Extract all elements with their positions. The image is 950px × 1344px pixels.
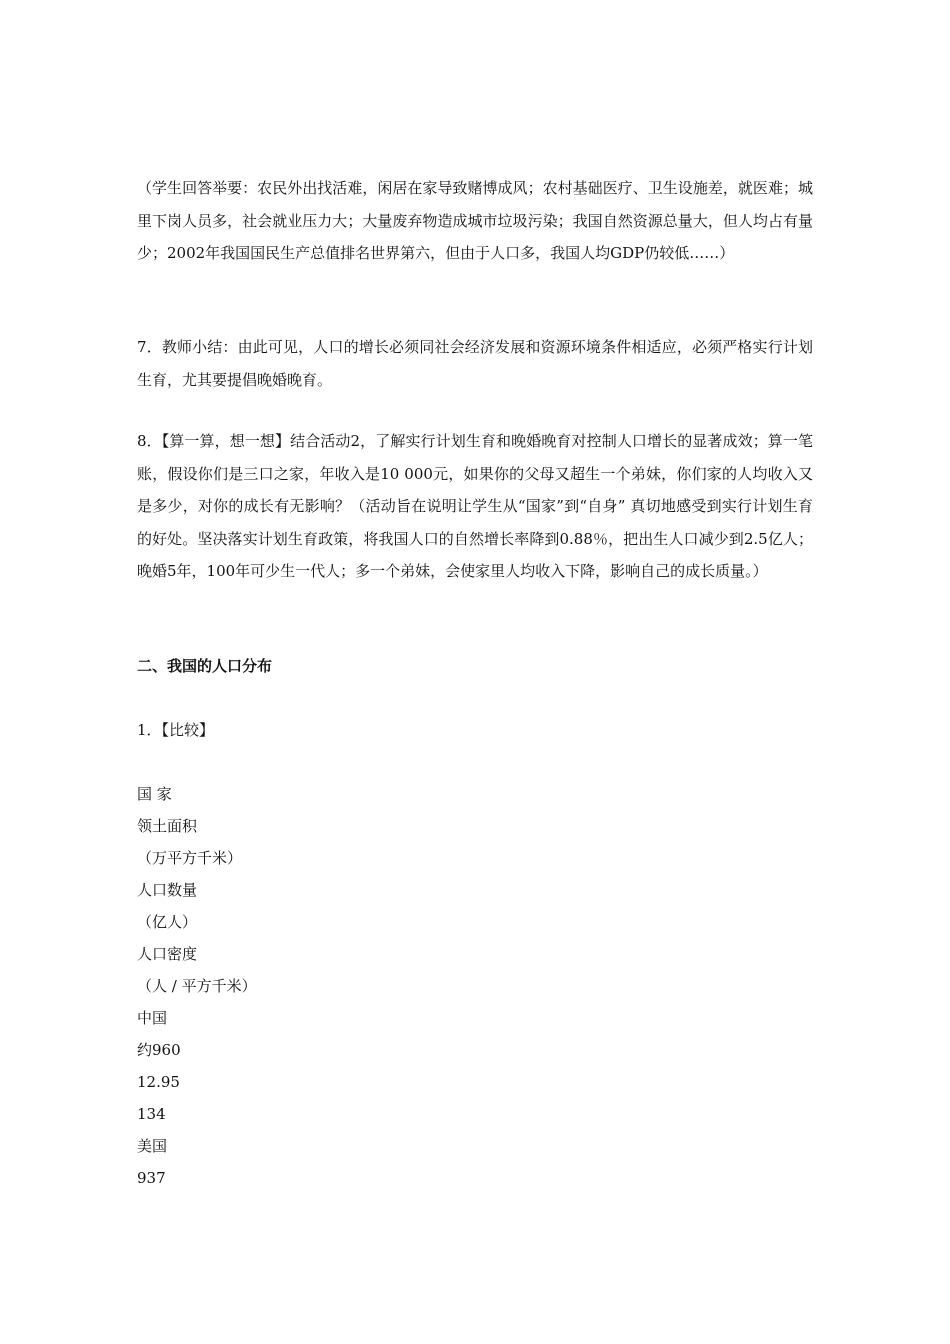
table-cell: 领土面积	[137, 817, 198, 835]
table-cell: （亿人）	[137, 913, 198, 931]
calc-think-paragraph: 8．【算一算，想一想】结合活动2，了解实行计划生育和晚婚晚育对控制人口增长的显著成效；算一笔账，假设你们是三口之家，年收入是10 000元，如果你的父母又超生一个弟妹，你们家的人均收入又是多少，对你的成长有无影响？（活动旨在说明让学生从“国家”到“自身” 真切地感受到实行计划生育的好处。坚决落实计划生育政策，将我国人口的自然增长率降到0.88％，把出生人口减少到2.5亿人；晚婚5年，100年可少生一代人；多一个弟妹，会使家里人均收入下降，影响自己的成长质量。）	[137, 432, 813, 580]
table-cell: 人口密度	[137, 945, 198, 963]
table-cell: 约960	[137, 1041, 181, 1059]
table-cell: 12.95	[137, 1073, 180, 1091]
table-cell: 国 家	[137, 785, 172, 803]
table-cell: 937	[137, 1169, 166, 1187]
table-cell: 中国	[137, 1009, 168, 1027]
compare-label: 1．【比较】	[137, 721, 215, 739]
table-cell: 134	[137, 1105, 166, 1123]
table-cell: 人口数量	[137, 881, 198, 899]
student-answer-paragraph: （学生回答举要：农民外出找活难，闲居在家导致赌博成风；农村基础医疗、卫生设施差，就医难；城里下岗人员多，社会就业压力大；大量废弃物造成城市垃圾污染；我国自然资源总量大，但人均占有量少；2002年我国国民生产总值排名世界第六，但由于人口多，我国人均GDP仍较低……）	[137, 179, 813, 262]
section-heading: 二、我国的人口分布	[137, 657, 273, 675]
table-cell: （人 / 平方千米）	[137, 977, 257, 995]
table-cell: （万平方千米）	[137, 849, 243, 867]
table-cell: 美国	[137, 1137, 168, 1155]
teacher-summary-paragraph: 7．教师小结：由此可见，人口的增长必须同社会经济发展和资源环境条件相适应，必须严格实行计划生育，尤其要提倡晚婚晚育。	[137, 338, 813, 389]
